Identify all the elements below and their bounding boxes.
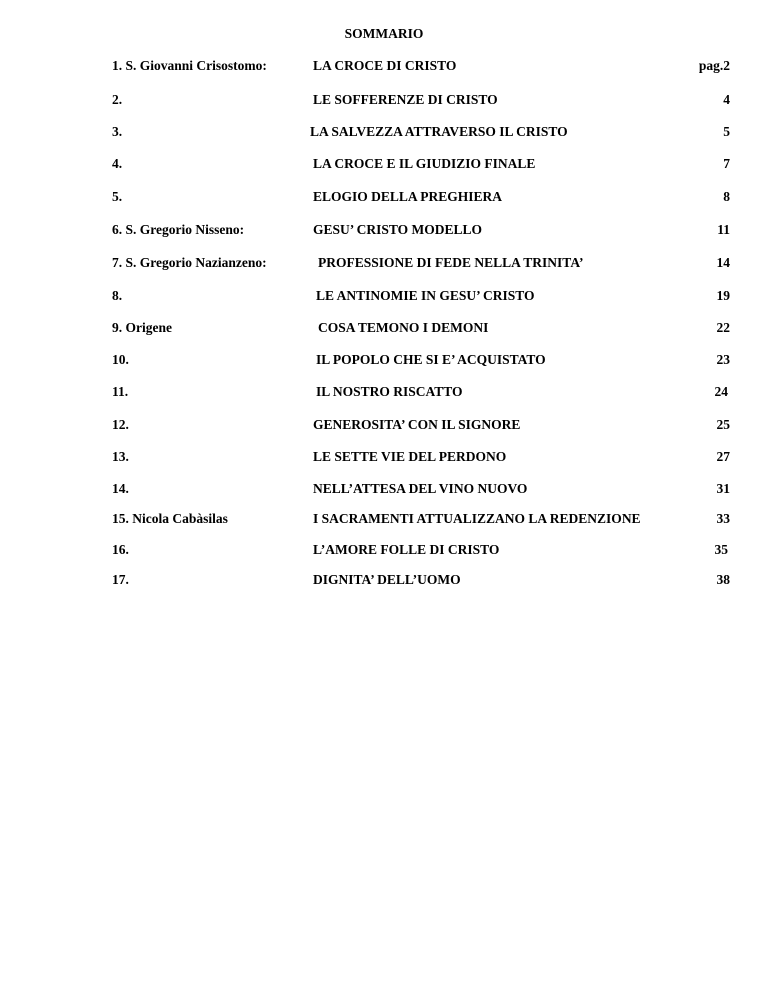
toc-entry [0, 511, 768, 529]
toc-entry [0, 449, 768, 467]
toc-entry-author: 12. [112, 417, 129, 432]
toc-entry-title: LE ANTINOMIE IN GESU’ CRISTO [316, 288, 535, 303]
toc-entry-page: 33 [716, 511, 730, 526]
toc-entry-author: 1. S. Giovanni Crisostomo: [112, 58, 267, 73]
toc-entry [0, 572, 768, 590]
toc-entry [0, 320, 768, 338]
toc-entry [0, 92, 768, 110]
toc-entry-author: 14. [112, 481, 129, 496]
toc-entry [0, 189, 768, 207]
toc-entry-author: 15. Nicola Cabàsilas [112, 511, 228, 526]
toc-entry-title: IL POPOLO CHE SI E’ ACQUISTATO [316, 352, 546, 367]
toc-entry [0, 58, 768, 76]
toc-entry-page: 23 [716, 352, 730, 367]
page-title: SOMMARIO [344, 26, 424, 41]
toc-entry-author: 11. [112, 384, 129, 399]
toc-entry-author: 13. [112, 449, 129, 464]
toc-entry [0, 255, 768, 273]
toc-entry-author: 2. [112, 92, 123, 107]
toc-entry-title: LA CROCE DI CRISTO [313, 58, 457, 73]
toc-entry [0, 222, 768, 240]
toc-entry-page: 22 [716, 320, 730, 335]
toc-entry-author: 9. Origene [112, 320, 172, 335]
toc-entry-author: 3. [112, 124, 123, 139]
toc-entry-title: DIGNITA’ DELL’UOMO [313, 572, 461, 587]
toc-entry-author: 7. S. Gregorio Nazianzeno: [112, 255, 267, 270]
toc-entry-page: 24 [714, 384, 728, 399]
toc-entry [0, 288, 768, 306]
toc-entry-author: 5. [112, 189, 123, 204]
toc-entry-page: 25 [716, 417, 730, 432]
toc-entry-title: L’AMORE FOLLE DI CRISTO [313, 542, 500, 557]
toc-entry-title: GENEROSITA’ CON IL SIGNORE [313, 417, 521, 432]
toc-entry-title: LE SETTE VIE DEL PERDONO [313, 449, 507, 464]
toc-entry-page: 7 [723, 156, 730, 171]
toc-entry-title: I SACRAMENTI ATTUALIZZANO LA REDENZIONE [313, 511, 641, 526]
toc-entry-title: COSA TEMONO I DEMONI [318, 320, 489, 335]
toc-entry-page: 14 [716, 255, 730, 270]
toc-entry-title: IL NOSTRO RISCATTO [316, 384, 463, 399]
toc-entry-title: LA SALVEZZA ATTRAVERSO IL CRISTO [310, 124, 568, 139]
toc-entry [0, 124, 768, 142]
toc-entry [0, 352, 768, 370]
toc-entry-page: 11 [717, 222, 730, 237]
toc-entry-page: 31 [716, 481, 730, 496]
toc-entry [0, 417, 768, 435]
toc-entry-page: 8 [723, 189, 730, 204]
toc-entry [0, 481, 768, 499]
toc-entry-page: pag.2 [698, 58, 730, 73]
toc-entry-page: 38 [716, 572, 730, 587]
toc-entry-author: 8. [112, 288, 123, 303]
toc-entry [0, 156, 768, 174]
toc-entry-author: 16. [112, 542, 129, 557]
toc-entry-title: GESU’ CRISTO MODELLO [313, 222, 483, 237]
toc-entry-page: 5 [723, 124, 730, 139]
toc-entry-title: LA CROCE E IL GIUDIZIO FINALE [313, 156, 536, 171]
toc-entry-title: ELOGIO DELLA PREGHIERA [313, 189, 503, 204]
toc-entry-author: 4. [112, 156, 123, 171]
toc-entry [0, 384, 768, 402]
toc-entry-page: 27 [716, 449, 730, 464]
toc-entry-page: 4 [723, 92, 730, 107]
toc-entry-page: 19 [716, 288, 730, 303]
toc-entry-author: 10. [112, 352, 129, 367]
toc-entry-page: 35 [714, 542, 728, 557]
toc-entry-title: NELL’ATTESA DEL VINO NUOVO [313, 481, 528, 496]
toc-entry-title: LE SOFFERENZE DI CRISTO [313, 92, 498, 107]
toc-entry [0, 542, 768, 560]
toc-entry-author: 17. [112, 572, 129, 587]
toc-entry-title: PROFESSIONE DI FEDE NELLA TRINITA’ [318, 255, 584, 270]
toc-entry-author: 6. S. Gregorio Nisseno: [112, 222, 245, 237]
